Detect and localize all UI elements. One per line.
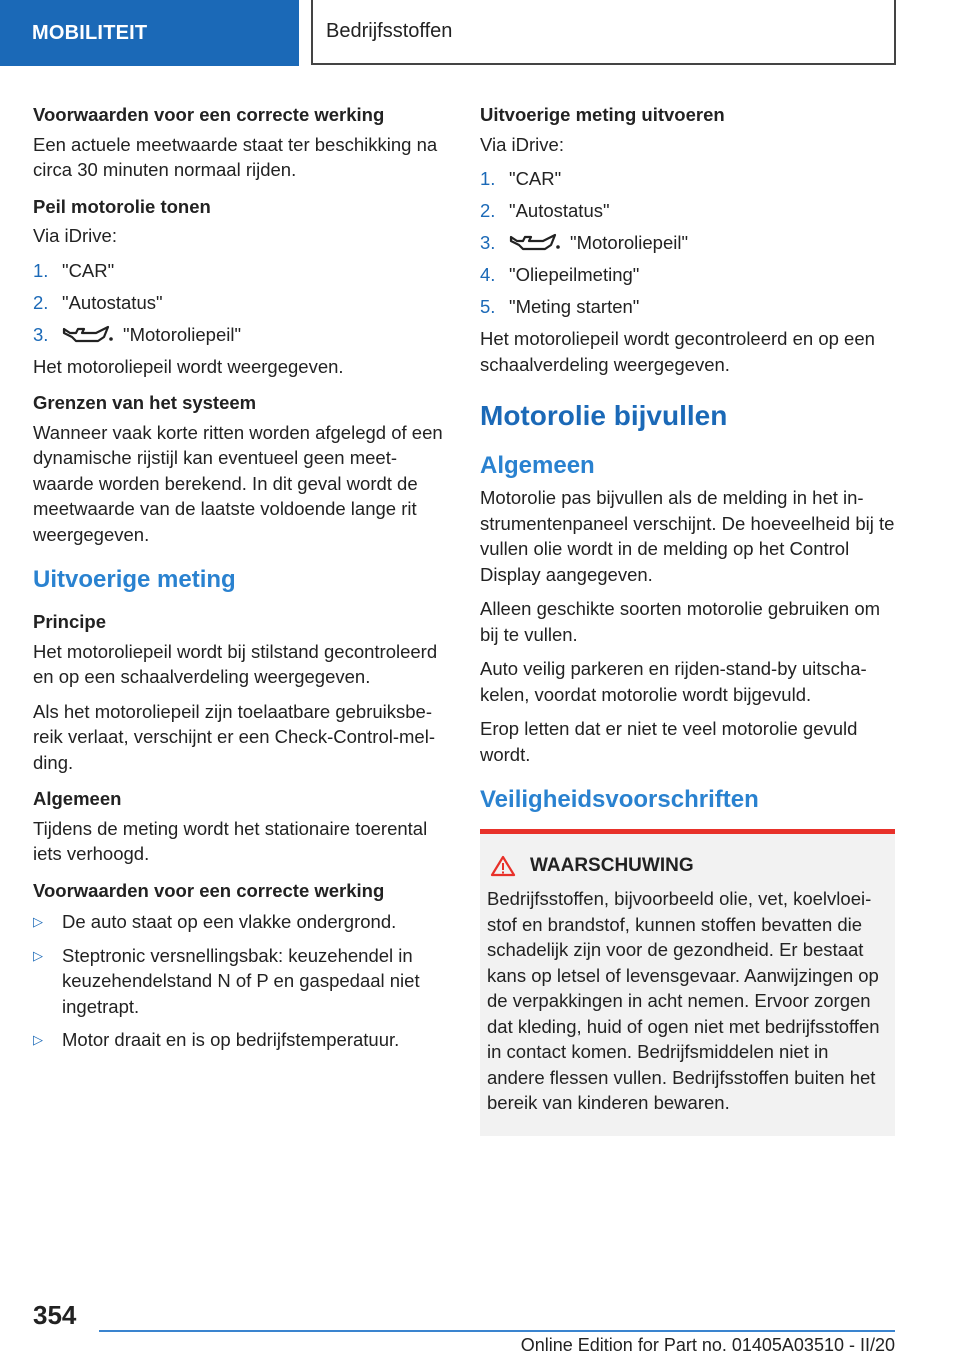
- triangle-bullet-icon: ▷: [33, 914, 43, 929]
- paragraph-general-3: Auto veilig parkeren en rijden-stand-by uitschakelen, voordat motorolie wordt bijgevuld.: [480, 658, 867, 705]
- warning-header: [487, 852, 887, 880]
- step-text: "Motoroliepeil": [570, 232, 689, 253]
- step-text: "CAR": [62, 259, 115, 281]
- paragraph-result: Het motoroliepeil wordt weergegeven.: [33, 355, 344, 377]
- triangle-bullet-icon: ▷: [33, 947, 43, 963]
- page-number: 354: [33, 1300, 77, 1330]
- subheading-conditions: Voorwaarden voor een correcte werking: [33, 104, 385, 125]
- step-number: 4.: [480, 264, 496, 285]
- step-number: 5.: [480, 296, 496, 317]
- step-text: "Motoroliepeil": [123, 323, 242, 345]
- step-number: 2.: [480, 200, 496, 221]
- step-number: 3.: [480, 232, 496, 253]
- step-item: [480, 230, 895, 256]
- subheading-show-oil-level: Peil motorolie tonen: [33, 195, 211, 217]
- paragraph-general-4: Erop letten dat er niet te veel motorolie gevuld wordt.: [480, 718, 858, 765]
- step-item: [480, 262, 895, 288]
- subheading-limits: Grenzen van het systeem: [33, 392, 257, 413]
- footer-divider: [99, 1330, 895, 1332]
- step-item: [480, 294, 895, 320]
- step-item: [480, 198, 895, 224]
- step-text: "Meting starten": [509, 296, 640, 317]
- step-text: "Oliepeilmeting": [509, 264, 640, 285]
- warning-triangle-icon: [490, 855, 516, 877]
- step-number: 3.: [33, 323, 49, 345]
- list-item: [33, 1027, 448, 1053]
- conditions-list: [33, 909, 448, 1053]
- step-item: [33, 322, 448, 348]
- paragraph-via-idrive: Via iDrive:: [33, 225, 117, 246]
- chapter-title: Bedrijfsstoffen: [311, 0, 896, 65]
- step-text: "Autostatus": [509, 200, 610, 221]
- page-header: [0, 0, 960, 66]
- list-item-text: De auto staat op een vlakke ondergrond.: [62, 911, 397, 932]
- step-text: "CAR": [509, 168, 562, 189]
- subheading-perform-measurement: Uitvoerige meting uitvoeren: [480, 104, 725, 125]
- paragraph-via-idrive-2: Via iDrive:: [480, 133, 564, 155]
- step-number: 2.: [33, 291, 49, 313]
- list-item-text: Steptronic versnellingsbak: keuzehendel in keuzehendelstand N of P en gaspedaal niet ingetrapt.: [62, 944, 420, 1017]
- heading-detailed-measurement: Uitvoerige meting: [33, 566, 236, 593]
- triangle-bullet-icon: ▷: [33, 1032, 43, 1047]
- step-item: [33, 258, 448, 284]
- heading-safety: Veiligheidsvoorschriften: [480, 786, 759, 813]
- subheading-principle: Principe: [33, 611, 106, 632]
- warning-text: Bedrijfsstoffen, bijvoorbeeld olie, vet, koelvloeistof en brandstof, kunnen stoffen bevatten die schadelijk zijn voor de gezondheid. Er bestaat kans op letsel of levensgevaar. Aanwijzingen op de verpakkingen in acht nemen. Ervoor zorgen dat kleding, huid of ogen niet met bedrijfsstoffen in contact komen. Bedrijfsmiddelen niet in andere flessen vullen. Bedrijfsstoffen buiten het bereik van kinderen bewaren.: [487, 888, 880, 1113]
- step-number: 1.: [33, 259, 49, 281]
- left-column: [33, 102, 448, 1061]
- oil-can-icon: [62, 323, 114, 345]
- warning-box: [480, 829, 895, 1136]
- step-number: 1.: [480, 168, 496, 189]
- steps-show-oil-level: [33, 258, 448, 348]
- steps-perform-measurement: [480, 166, 895, 320]
- heading-top-up-oil: Motorolie bijvullen: [480, 400, 728, 431]
- paragraph-result-2: Het motoroliepeil wordt gecontroleerd en op een schaalverdeling weergegeven.: [480, 328, 875, 375]
- paragraph-general: Tijdens de meting wordt het stationaire toerental iets verhoogd.: [33, 817, 428, 864]
- paragraph-principle-1: Het motoroliepeil wordt bij stilstand gecontroleerd en op een schaalverdeling weergegeven.: [33, 640, 438, 687]
- paragraph-general-2: Alleen geschikte soorten motorolie gebruiken om bij te vullen.: [480, 598, 881, 645]
- paragraph-limits: Wanneer vaak korte ritten worden afgelegd of een dynamische rijstijl kan eventueel geen meetwaarde worden berekend. In dit geval wordt de meetwaarde van de laatste voldoende lange rit weergegeven.: [33, 421, 443, 545]
- paragraph-conditions: Een actuele meetwaarde staat ter beschikking na circa 30 minuten normaal rijden.: [33, 133, 438, 180]
- subheading-general: Algemeen: [33, 788, 122, 809]
- list-item: [33, 909, 448, 935]
- oil-can-icon: [509, 231, 561, 253]
- warning-title: WAARSCHUWING: [530, 855, 694, 876]
- paragraph-principle-2: Als het motoroliepeil zijn toelaatbare gebruiksbereik verlaat, verschijnt er een Check-Control-melding.: [33, 700, 436, 773]
- list-item: [33, 943, 448, 1020]
- heading-general: Algemeen: [480, 452, 595, 479]
- step-text: "Autostatus": [62, 291, 163, 313]
- section-tab: MOBILITEIT: [0, 0, 299, 66]
- subheading-conditions-2: Voorwaarden voor een correcte werking: [33, 879, 385, 901]
- step-item: [33, 290, 448, 316]
- list-item-text: Motor draait en is op bedrijfstemperatuur.: [62, 1029, 400, 1050]
- right-column: [480, 102, 895, 1136]
- edition-note: Online Edition for Part no. 01405A03510 - II/20: [520, 1335, 895, 1355]
- step-item: [480, 166, 895, 192]
- paragraph-general-1: Motorolie pas bijvullen als de melding in het instrumentenpaneel verschijnt. De hoeveelheid bij te vullen olie wordt in de melding op het Control Display aangegeven.: [480, 487, 895, 585]
